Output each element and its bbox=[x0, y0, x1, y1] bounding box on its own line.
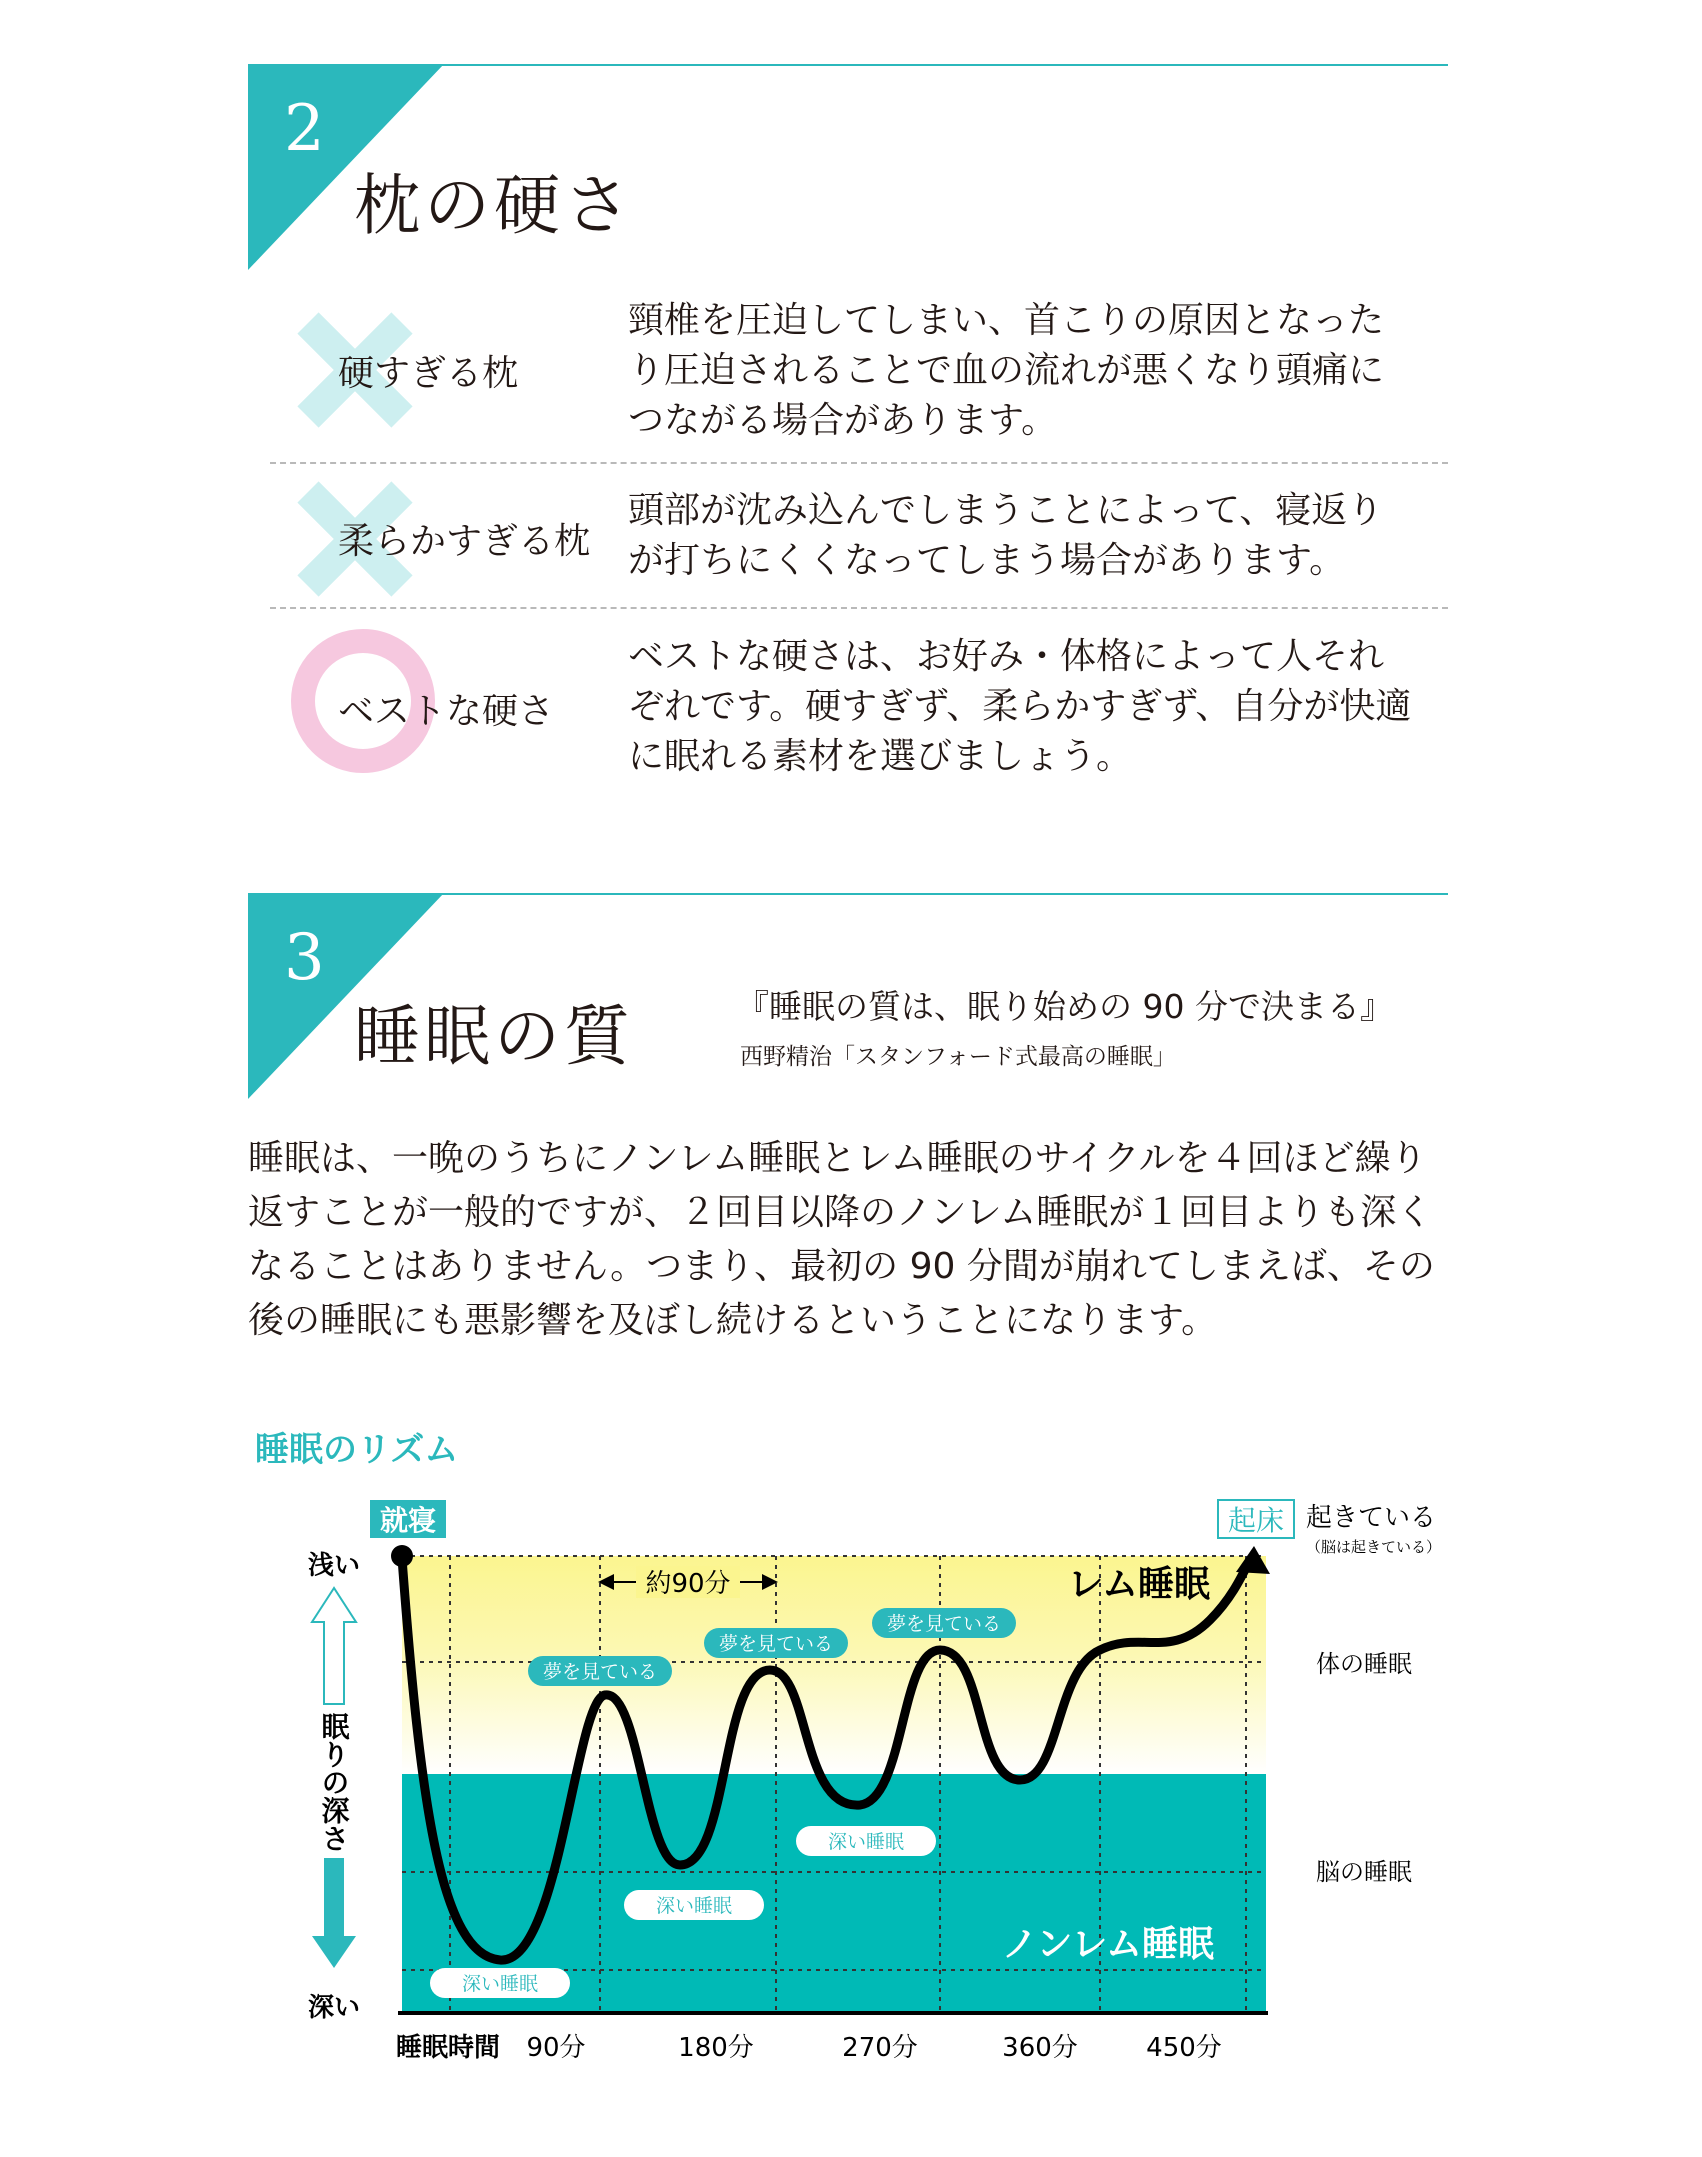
awake-label: 起きている bbox=[1306, 1503, 1437, 1533]
dream-label: 夢を見ている bbox=[886, 1613, 1002, 1635]
section-2-title: 枕の硬さ bbox=[354, 167, 634, 244]
dream-label: 夢を見ている bbox=[542, 1661, 658, 1683]
quote: 『睡眠の質は、眠り始めの 90 分で決まる』 bbox=[736, 987, 1393, 1026]
start-badge: 就寝 bbox=[379, 1504, 437, 1537]
deep-label: 深い睡眠 bbox=[827, 1831, 905, 1853]
x-tick-label: 270分 bbox=[842, 2033, 918, 2063]
shallow-arrow bbox=[312, 1588, 356, 1704]
x-axis-label: 睡眠時間 bbox=[396, 2033, 501, 2063]
rem-label: レム睡眠 bbox=[1067, 1564, 1210, 1605]
x-tick-label: 360分 bbox=[1002, 2033, 1078, 2063]
row-divider bbox=[270, 607, 1448, 609]
section-2-number: 2 bbox=[284, 92, 325, 166]
y-top-label: 浅い bbox=[307, 1551, 361, 1581]
y-bottom-label: 深い bbox=[307, 1993, 361, 2023]
desc-best-hardness: ベストな硬さは、お好み・体格によって人それぞれです。硬すぎず、柔らかすぎず、自分が快適に眠れる素材を選びましょう。 bbox=[628, 636, 1412, 777]
x-tick-label: 450分 bbox=[1146, 2033, 1222, 2063]
sleep-rhythm-chart bbox=[0, 1480, 1702, 2080]
y-axis-label: 眠りの深さ bbox=[317, 1712, 351, 1852]
label-too-soft: 柔らかすぎる枕 bbox=[338, 521, 591, 562]
section-3-number: 3 bbox=[284, 921, 325, 995]
label-best-hardness: ベストな硬さ bbox=[338, 691, 555, 732]
desc-too-hard: 頸椎を圧迫してしまい、首こりの原因となったり圧迫されることで血の流れが悪くなり頭痛につながる場合があります。 bbox=[628, 300, 1385, 441]
nonrem-label: ノンレム睡眠 bbox=[1001, 1924, 1214, 1965]
x-tick-label: 90分 bbox=[526, 2033, 586, 2063]
chart-title: 睡眠のリズム bbox=[255, 1430, 459, 1470]
deep-label: 深い睡眠 bbox=[461, 1973, 539, 1995]
brain-sleep-label: 脳の睡眠 bbox=[1316, 1858, 1412, 1886]
desc-too-soft: 頭部が沈み込んでしまうことによって、寝返りが打ちにくくなってしまう場合があります。 bbox=[628, 490, 1384, 581]
quote-source: 西野精治「スタンフォード式最高の睡眠」 bbox=[740, 1044, 1176, 1070]
start-dot bbox=[391, 1545, 413, 1567]
label-too-hard: 硬すぎる枕 bbox=[338, 353, 519, 394]
body-sleep-label: 体の睡眠 bbox=[1316, 1650, 1412, 1678]
end-badge: 起床 bbox=[1227, 1504, 1285, 1537]
deep-arrow bbox=[312, 1858, 356, 1968]
body-paragraph: 睡眠は、一晩のうちにノンレム睡眠とレム睡眠のサイクルを４回ほど繰り返すことが一般的ですが、２回目以降のノンレム睡眠が１回目よりも深くなることはありません。つまり、最初の 90 分間が崩れてしまえば、その後の睡眠にも悪影響を及ぼし続けるということになります。 bbox=[248, 1138, 1435, 1341]
interval-label: 約90分 bbox=[645, 1569, 731, 1599]
deep-label: 深い睡眠 bbox=[655, 1895, 733, 1917]
x-tick-label: 180分 bbox=[678, 2033, 754, 2063]
section-3-title: 睡眠の質 bbox=[354, 998, 634, 1075]
dream-label: 夢を見ている bbox=[718, 1633, 834, 1655]
row-divider bbox=[270, 462, 1448, 464]
awake-note: （脳は起きている） bbox=[1306, 1538, 1442, 1556]
